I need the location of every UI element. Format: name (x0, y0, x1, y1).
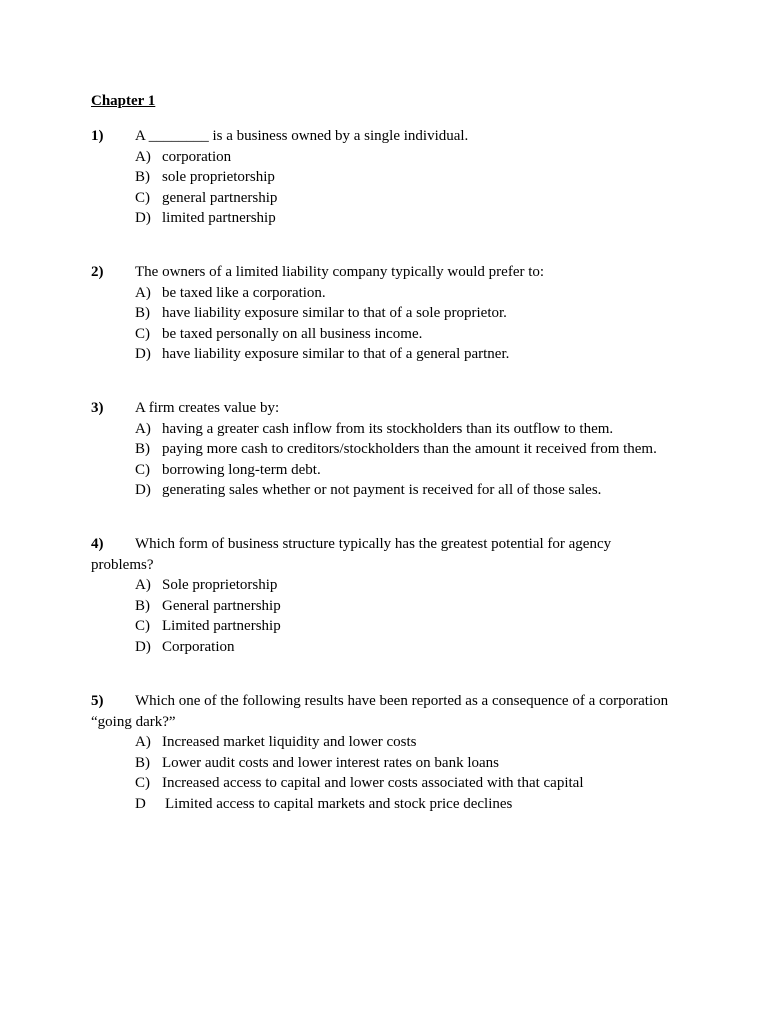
option-text: having a greater cash inflow from its stockholders than its outflow to them. (162, 420, 614, 437)
option-text: Sole proprietorship (162, 577, 278, 593)
option-letter: A) (135, 420, 151, 437)
answer-option-a (91, 419, 691, 440)
question-text-continuation: “going dark?” (91, 713, 176, 730)
option-text: generating sales whether or not payment is received for all of those sales. (162, 482, 602, 498)
question-text: Which form of business structure typically has the greatest potential for agency (135, 536, 612, 552)
question-text: The owners of a limited liability company typically would prefer to: (135, 264, 545, 280)
option-text: Increased market liquidity and lower costs (162, 734, 417, 750)
option-letter: D) (135, 346, 151, 362)
option-text: corporation (162, 148, 232, 165)
question-number: 5) (91, 693, 104, 709)
question-3 (91, 398, 691, 501)
answer-option-b (91, 753, 691, 774)
answer-option-a (91, 575, 691, 596)
option-letter: A) (135, 577, 151, 593)
option-letter: C) (135, 461, 150, 478)
question-text: A ________ is a business owned by a single individual. (135, 128, 469, 144)
option-letter: A) (135, 284, 151, 301)
question-number: 2) (91, 264, 104, 280)
option-text: sole proprietorship (162, 169, 275, 185)
question-1 (91, 126, 691, 229)
option-text: be taxed like a corporation. (162, 284, 326, 301)
chapter-heading: Chapter 1 (91, 93, 156, 109)
option-letter: A) (135, 734, 151, 750)
option-letter: A) (135, 148, 151, 165)
question-number: 1) (91, 128, 104, 144)
answer-option-c (91, 773, 691, 794)
option-text: paying more cash to creditors/stockholders than the amount it received from them. (162, 441, 657, 457)
answer-option-b (91, 303, 691, 324)
question-4 (91, 534, 691, 657)
option-letter: C) (135, 189, 150, 206)
answer-option-b (91, 439, 691, 460)
option-letter: D) (135, 638, 151, 655)
answer-option-c (91, 188, 691, 209)
answer-option-c (91, 460, 691, 481)
option-text: Corporation (162, 638, 235, 655)
answer-option-c (91, 324, 691, 345)
question-stem (91, 262, 691, 283)
option-letter: B) (135, 169, 150, 185)
answer-option-a (91, 283, 691, 304)
option-letter: C) (135, 618, 150, 634)
answer-option-b (91, 596, 691, 617)
option-text: Limited partnership (162, 618, 281, 634)
question-text-continuation: problems? (91, 556, 154, 573)
option-letter: C) (135, 325, 150, 342)
option-text: Limited access to capital markets and stock price declines (165, 795, 513, 812)
answer-option-c (91, 616, 691, 637)
question-stem (91, 691, 691, 712)
option-letter: B) (135, 305, 150, 321)
question-number: 3) (91, 400, 104, 416)
option-letter: B) (135, 754, 150, 771)
question-5 (91, 691, 691, 814)
answer-option-d (91, 208, 691, 229)
option-letter: B) (135, 441, 150, 457)
option-text: have liability exposure similar to that of a sole proprietor. (162, 305, 507, 321)
question-2 (91, 262, 691, 365)
answer-option-a (91, 732, 691, 753)
question-text: Which one of the following results have been reported as a consequence of a corporation (135, 693, 669, 709)
option-text: general partnership (162, 189, 278, 206)
answer-option-d (91, 637, 691, 658)
answer-option-d (91, 344, 691, 365)
answer-option-d (91, 794, 691, 815)
option-letter: D (135, 795, 146, 812)
option-letter: D) (135, 210, 151, 226)
option-text: limited partnership (162, 210, 276, 226)
answer-option-a (91, 147, 691, 168)
question-number: 4) (91, 536, 104, 552)
option-text: General partnership (162, 597, 281, 614)
question-stem (91, 534, 691, 555)
answer-option-b (91, 167, 691, 188)
option-letter: B) (135, 597, 150, 614)
answer-option-d (91, 480, 691, 501)
option-letter: D) (135, 482, 151, 498)
option-text: be taxed personally on all business income. (162, 325, 423, 342)
option-letter: C) (135, 775, 150, 791)
option-text: Lower audit costs and lower interest rates on bank loans (162, 754, 499, 771)
option-text: have liability exposure similar to that of a general partner. (162, 346, 510, 362)
option-text: Increased access to capital and lower costs associated with that capital (162, 775, 584, 791)
option-text: borrowing long-term debt. (162, 461, 321, 478)
question-stem (91, 398, 691, 419)
question-text: A firm creates value by: (135, 400, 280, 416)
question-stem (91, 126, 691, 147)
